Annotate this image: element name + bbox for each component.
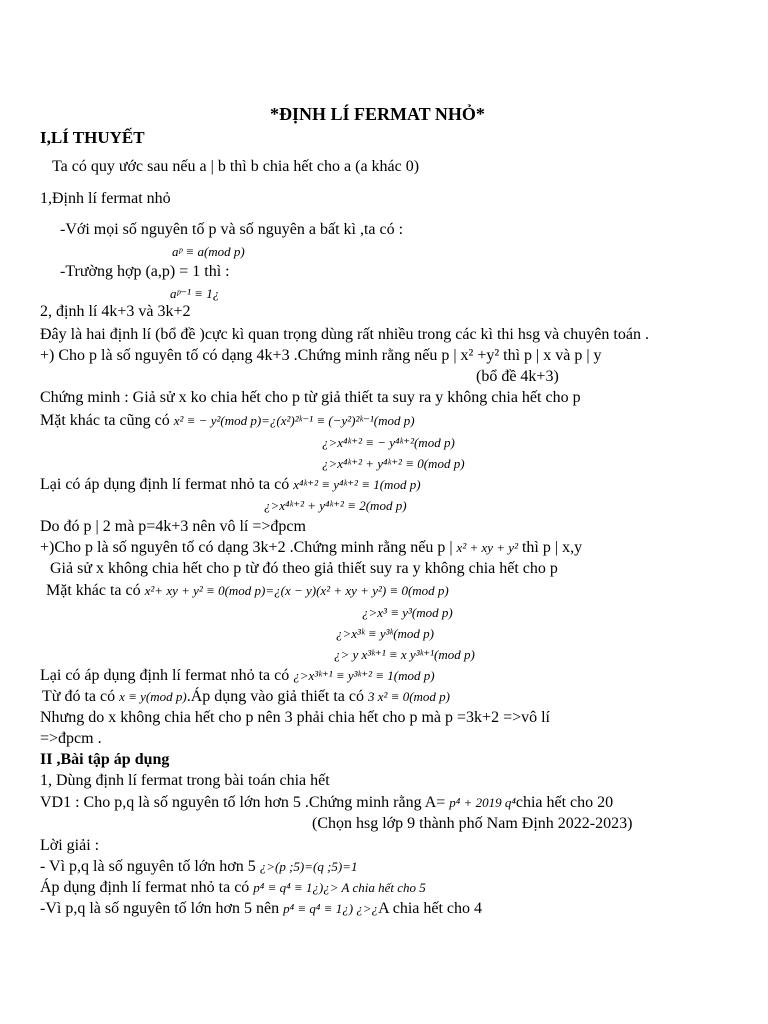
claim-3k2-eq: x² + xy + y² bbox=[456, 540, 518, 555]
proof2-conclusion: =>đpcm . bbox=[40, 730, 102, 747]
proof2-intro: Giả sử x không chia hết cho p từ đó theo giả thiết suy ra y không chia hết cho p bbox=[50, 560, 558, 577]
proof1-line-d bbox=[40, 475, 421, 495]
example-1 bbox=[40, 793, 613, 813]
proof1-line-d-text: Lại có áp dụng định lí fermat nhỏ ta có bbox=[40, 476, 290, 493]
lemmas-intro: Đây là hai định lí (bổ đề )cực kì quan trọng dùng rất nhiều trong các kì thi hsg và chuyên toán . bbox=[40, 326, 649, 343]
solution-line-1 bbox=[40, 857, 358, 877]
proof2-line-c: ¿>x³ᵏ ≡ y³ᵏ(mod p) bbox=[336, 626, 434, 641]
convention-text: Ta có quy ước sau nếu a | b thì b chia hết cho a (a khác 0) bbox=[52, 158, 420, 175]
equation-fermat-general: aᵖ ≡ a(mod p) bbox=[172, 244, 245, 259]
claim-4k3: +) Cho p là số nguyên tố có dạng 4k+3 .Chứng minh rằng nếu p | x² +y² thì p | x và p | y bbox=[40, 347, 602, 364]
proof1-line-b: ¿>x⁴ᵏ⁺² ≡ − y⁴ᵏ⁺²(mod p) bbox=[322, 435, 455, 450]
section-2-heading: II ,Bài tập áp dụng bbox=[40, 751, 170, 768]
example-1-eq: p⁴ + 2019 q⁴ bbox=[449, 795, 516, 810]
lemma-label-4k3: (bổ đề 4k+3) bbox=[476, 368, 559, 385]
example-1-source: (Chọn hsg lớp 9 thành phố Nam Định 2022-2023) bbox=[312, 815, 633, 832]
proof2-line-g: Nhưng do x không chia hết cho p nên 3 phải chia hết cho p mà p =3k+2 =>vô lí bbox=[40, 709, 550, 726]
subsection-divisibility: 1, Dùng định lí fermat trong bài toán chia hết bbox=[40, 772, 330, 789]
proof2-line-e-eq: ¿>x³ᵏ⁺¹ ≡ y³ᵏ⁺² ≡ 1(mod p) bbox=[293, 668, 435, 683]
solution-line-2-eq: p⁴ ≡ q⁴ ≡ 1¿)¿> A chia hết cho 5 bbox=[253, 880, 426, 895]
proof2-line-a-text: Mặt khác ta có bbox=[46, 582, 141, 599]
proof2-line-e bbox=[40, 666, 435, 686]
proof2-line-d: ¿> y x³ᵏ⁺¹ ≡ x y³ᵏ⁺¹(mod p) bbox=[334, 647, 475, 662]
proof2-line-f-eq1: x ≡ y(mod p) bbox=[119, 689, 187, 704]
solution-line-3 bbox=[40, 899, 482, 919]
proof2-line-a bbox=[46, 581, 449, 601]
document-title: *ĐỊNH LÍ FERMAT NHỎ* bbox=[270, 104, 485, 124]
claim-3k2 bbox=[40, 538, 582, 558]
proof2-line-f bbox=[42, 687, 450, 707]
proof2-line-f-eq2: 3 x² ≡ 0(mod p) bbox=[368, 689, 450, 704]
claim-3k2-tail: thì p | x,y bbox=[521, 539, 583, 556]
proof1-line-a-text: Mặt khác ta cũng có bbox=[40, 412, 170, 429]
subsection-fermat: 1,Định lí fermat nhỏ bbox=[40, 190, 171, 207]
example-1-tail: chia hết cho 20 bbox=[515, 794, 614, 811]
solution-line-3-eq: p⁴ ≡ q⁴ ≡ 1¿) ¿>¿ bbox=[283, 901, 379, 916]
solution-line-3-tail: A chia hết cho 4 bbox=[378, 900, 483, 917]
proof2-line-f-text2: .Áp dụng vào giả thiết ta có bbox=[186, 688, 364, 705]
equation-fermat-coprime: aᵖ⁻¹ ≡ 1¿ bbox=[170, 286, 220, 301]
proof2-line-e-text: Lại có áp dụng định lí fermat nhỏ ta có bbox=[40, 667, 290, 684]
proof1-line-d-eq: x⁴ᵏ⁺² ≡ y⁴ᵏ⁺² ≡ 1(mod p) bbox=[293, 477, 421, 492]
proof2-line-b: ¿>x³ ≡ y³(mod p) bbox=[362, 605, 453, 620]
proof1-line-e: ¿>x⁴ᵏ⁺² + y⁴ᵏ⁺² ≡ 2(mod p) bbox=[264, 498, 407, 513]
solution-label: Lời giải : bbox=[40, 837, 100, 854]
proof2-line-a-eq: x²+ xy + y² ≡ 0(mod p)=¿(x − y)(x² + xy + y²) ≡ 0(mod p) bbox=[144, 583, 449, 598]
proof2-line-f-text1: Từ đó ta có bbox=[42, 688, 116, 705]
case-coprime: -Trường hợp (a,p) = 1 thì : bbox=[60, 263, 230, 280]
solution-line-2-text: Áp dụng định lí fermat nhỏ ta có bbox=[40, 879, 250, 896]
proof1-conclusion: Do đó p | 2 mà p=4k+3 nên vô lí =>đpcm bbox=[40, 518, 306, 535]
solution-line-1-eq: ¿>(p ;5)=(q ;5)=1 bbox=[259, 859, 358, 874]
proof1-line-a-eq: x² ≡ − y²(mod p)=¿(x²)²ᵏ⁻¹ ≡ (−y²)²ᵏ⁻¹(mod p) bbox=[173, 413, 415, 428]
subsection-lemmas: 2, định lí 4k+3 và 3k+2 bbox=[40, 303, 191, 320]
proof1-line-c: ¿>x⁴ᵏ⁺² + y⁴ᵏ⁺² ≡ 0(mod p) bbox=[322, 456, 465, 471]
claim-3k2-text: +)Cho p là số nguyên tố có dạng 3k+2 .Chứng minh rằng nếu p | bbox=[40, 539, 453, 556]
section-1-heading: I,LÍ THUYẾT bbox=[40, 128, 145, 147]
solution-line-2 bbox=[40, 878, 426, 898]
solution-line-3-text: -Vì p,q là số nguyên tố lớn hơn 5 nên bbox=[40, 900, 280, 917]
proof1-intro: Chứng minh : Giả sử x ko chia hết cho p từ giả thiết ta suy ra y không chia hết cho p bbox=[40, 389, 581, 406]
case-general: -Với mọi số nguyên tố p và số nguyên a bất kì ,ta có : bbox=[60, 221, 404, 238]
solution-line-1-text: - Vì p,q là số nguyên tố lớn hơn 5 bbox=[40, 858, 256, 875]
example-1-text: VD1 : Cho p,q là số nguyên tố lớn hơn 5 .Chứng minh rằng A= bbox=[40, 794, 446, 811]
proof1-line-a bbox=[40, 411, 415, 431]
